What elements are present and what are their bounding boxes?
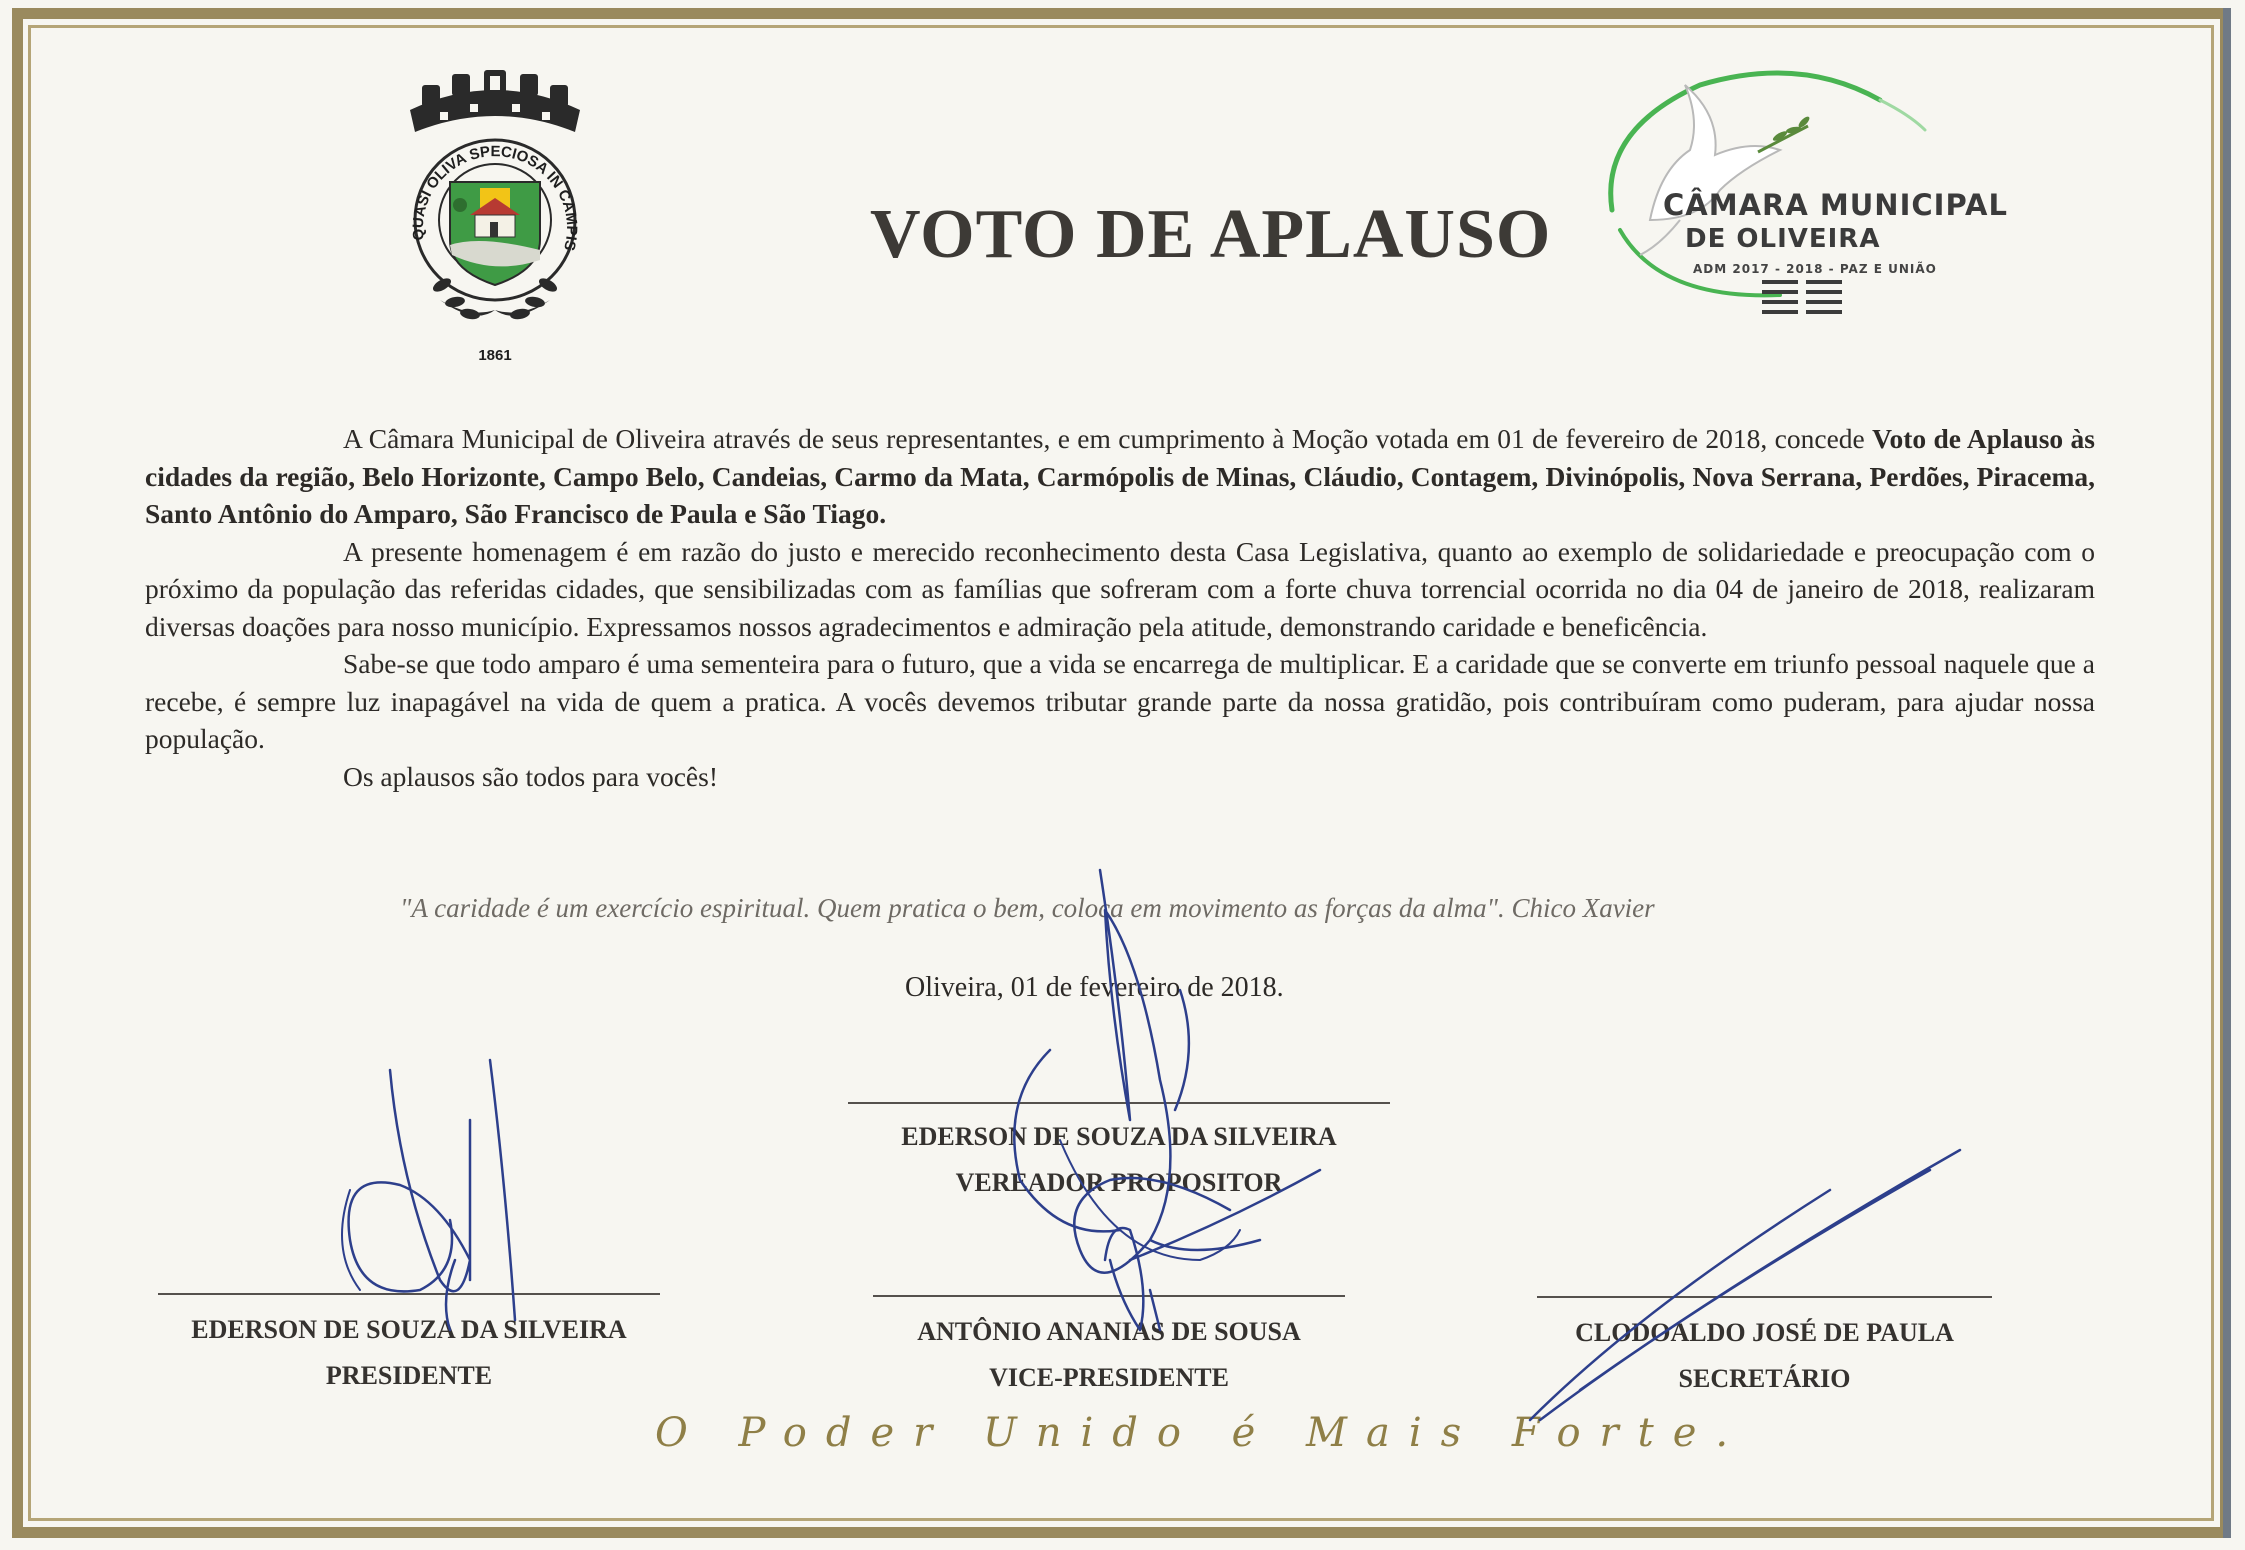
paragraph-4: Os aplausos são todos para vocês! bbox=[343, 760, 718, 792]
paragraph-1-intro: A Câmara Municipal de Oliveira através de seus representantes, e em cumprimento à Moção votada em 01 de fevereiro de 2018, concede bbox=[343, 423, 1873, 454]
secretary-role: SECRETÁRIO bbox=[1678, 1364, 1851, 1393]
proposer-role: VEREADOR PROPOSITOR bbox=[955, 1168, 1283, 1197]
logo-title-line2: DE OLIVEIRA bbox=[1685, 224, 1881, 254]
secretary-signature-line bbox=[1537, 1296, 1992, 1298]
vice-president-name: ANTÔNIO ANANIAS DE SOUSA bbox=[917, 1317, 1301, 1346]
vice-president-role: VICE-PRESIDENTE bbox=[989, 1363, 1229, 1392]
president-role: PRESIDENTE bbox=[325, 1361, 493, 1390]
logo-title-line1: CÂMARA MUNICIPAL bbox=[1663, 188, 2008, 222]
place-and-date: Oliveira, 01 de fevereiro de 2018. bbox=[905, 972, 1284, 1003]
logo-subtitle: ADM 2017 - 2018 - PAZ E UNIÃO bbox=[1693, 262, 1937, 276]
paragraph-3: Sabe-se que todo amparo é uma sementeira para o futuro, que a vida se encarrega de multiplicar. E a caridade que se converte em triunfo pessoal naquele que a recebe, é sempre luz inapagável na vida de quem a pratica. A vocês devemos tributar grande parte da nossa gratidão, pois contribuíram como puderam, para ajudar nossa população. bbox=[145, 648, 2095, 754]
document-body bbox=[145, 420, 2095, 795]
paragraph-1 bbox=[145, 420, 2095, 533]
paragraph-1-honorees: Voto de Aplauso às cidades da região, Belo Horizonte, Campo Belo, Candeias, Carmo da Mata, Carmópolis de Minas, Cláudio, Contagem, Divinópolis, Nova Serrana, Perdões, Piracema, Santo Antônio do Amparo, São Francisco de Paula e São Tiago. bbox=[145, 423, 2095, 529]
right-side-border bbox=[2223, 8, 2231, 1538]
document-title: VOTO DE APLAUSO bbox=[870, 196, 1552, 273]
proposer-name: EDERSON DE SOUZA DA SILVEIRA bbox=[901, 1122, 1337, 1151]
proposer-signature-line bbox=[848, 1102, 1390, 1104]
crest-motto: QUASI OLIVA SPECIOSA IN CAMPIS bbox=[409, 143, 581, 253]
secretary-name: CLODOALDO JOSÉ DE PAULA bbox=[1575, 1318, 1954, 1347]
footer-motto: O Poder Unido é Mais Forte. bbox=[655, 1410, 1748, 1456]
president-name: EDERSON DE SOUZA DA SILVEIRA bbox=[191, 1315, 627, 1344]
crest-year: 1861 bbox=[478, 347, 512, 364]
municipal-coat-of-arms bbox=[380, 70, 610, 370]
president-signature-line bbox=[158, 1293, 660, 1295]
paragraph-2: A presente homenagem é em razão do justo e merecido reconhecimento desta Casa Legislativa, quanto ao exemplo de solidariedade e preocupação com o próximo da população das referidas cidades, que sensibilizadas com as famílias que sofreram com a forte chuva torrencial ocorrida no dia 04 de janeiro de 2018, realizaram diversas doações para nosso município. Expressamos nossos agradecimentos e admiração pela atitude, demonstrando caridade e beneficência. bbox=[145, 535, 2095, 642]
vice-president-signature-line bbox=[873, 1295, 1345, 1297]
chico-xavier-quote: "A caridade é um exercício espiritual. Quem pratica o bem, coloca em movimento as forças da alma". Chico Xavier bbox=[400, 893, 1655, 923]
